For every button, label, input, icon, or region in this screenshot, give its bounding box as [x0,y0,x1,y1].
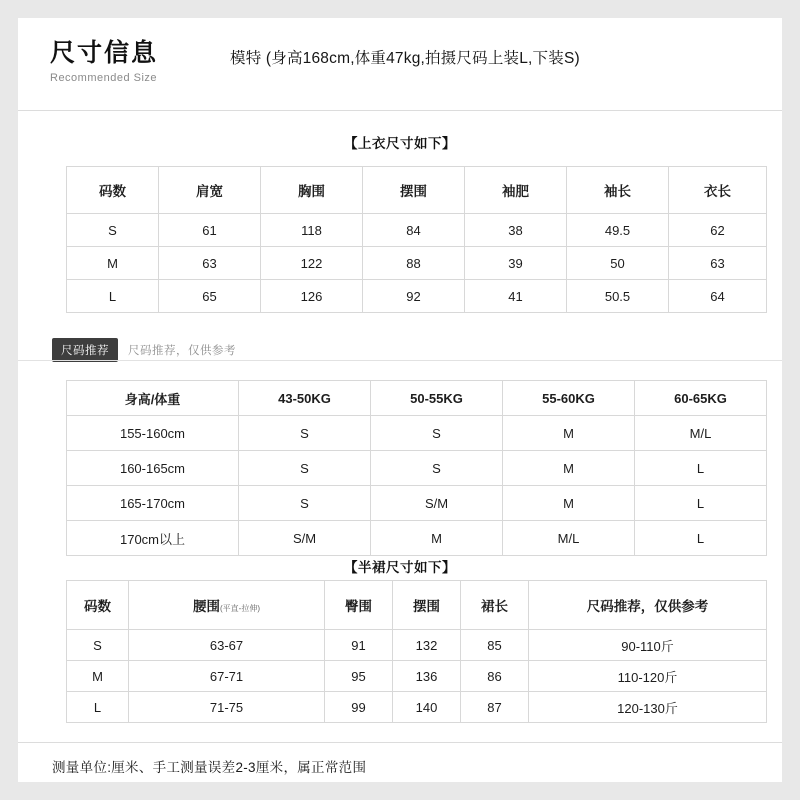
cell: 50 [567,247,669,280]
cell: 61 [159,214,261,247]
skirt-size-table [66,580,767,723]
cell: 41 [465,280,567,313]
table-row [67,521,767,556]
column-header: 55-60KG [503,381,635,416]
cell: 120-130斤 [529,692,767,723]
page-title: 尺寸信息 [50,39,159,67]
column-header: 摆围 [393,581,461,630]
cell: L [635,451,767,486]
cell: 50.5 [567,280,669,313]
top-size-table [66,166,767,313]
cell: 87 [461,692,529,723]
cell: 71-75 [129,692,325,723]
size-recommend-text: 尺码推荐，仅供参考 [128,345,236,357]
column-header: 裙长 [461,581,529,630]
cell: M [371,521,503,556]
cell: S [239,451,371,486]
cell: S [67,630,129,661]
cell: 126 [261,280,363,313]
cell: 65 [159,280,261,313]
cell: 170cm以上 [67,521,239,556]
cell: 140 [393,692,461,723]
cell: M [503,451,635,486]
cell: 122 [261,247,363,280]
cell: S [371,451,503,486]
cell: 110-120斤 [529,661,767,692]
table-row [67,692,767,723]
cell: S [67,214,159,247]
column-header: 码数 [67,581,129,630]
table-row [67,247,767,280]
column-header: 摆围 [363,167,465,214]
cell: 160-165cm [67,451,239,486]
column-header-subnote: (平直-拉伸) [220,604,260,613]
top-table-caption: 【上衣尺寸如下】 [344,136,456,151]
table-row [67,661,767,692]
cell: 86 [461,661,529,692]
column-header: 60-65KG [635,381,767,416]
table-header-row [67,581,767,630]
column-header-label: 腰围 [193,599,220,614]
cell: M/L [503,521,635,556]
cell: S [371,416,503,451]
bottom-table-caption: 【半裙尺寸如下】 [344,560,456,575]
cell: 88 [363,247,465,280]
table-row [67,416,767,451]
cell: L [635,486,767,521]
cell: 165-170cm [67,486,239,521]
column-header: 臀围 [325,581,393,630]
cell: M [67,247,159,280]
divider-recommend [18,360,782,361]
cell: 155-160cm [67,416,239,451]
cell: S [239,416,371,451]
divider-top [18,110,782,111]
column-header: 码数 [67,167,159,214]
column-header-waist [129,581,325,630]
cell: S [239,486,371,521]
title-block [50,38,158,84]
table-row [67,451,767,486]
cell: 49.5 [567,214,669,247]
column-header: 袖肥 [465,167,567,214]
page-subtitle: Recommended Size [50,72,158,84]
height-weight-table [66,380,767,556]
table-row [67,280,767,313]
cell: M [67,661,129,692]
cell: 118 [261,214,363,247]
table-row [67,630,767,661]
column-header: 袖长 [567,167,669,214]
column-header: 身高/体重 [67,381,239,416]
size-chart-page [18,18,782,782]
page-header [18,18,782,92]
cell: 99 [325,692,393,723]
cell: L [67,280,159,313]
cell: L [635,521,767,556]
column-header: 尺码推荐，仅供参考 [529,581,767,630]
cell: 62 [669,214,767,247]
cell: 85 [461,630,529,661]
cell: 64 [669,280,767,313]
column-header: 胸围 [261,167,363,214]
cell: M [503,486,635,521]
model-note: 模特 (身高168cm,体重47kg,拍摄尺码上装L,下装S) [230,50,580,67]
cell: L [67,692,129,723]
cell: 91 [325,630,393,661]
column-header: 50-55KG [371,381,503,416]
cell: 92 [363,280,465,313]
cell: 63-67 [129,630,325,661]
cell: S/M [371,486,503,521]
cell: 132 [393,630,461,661]
cell: 95 [325,661,393,692]
table-header-row [67,167,767,214]
cell: M/L [635,416,767,451]
cell: 90-110斤 [529,630,767,661]
table-row [67,214,767,247]
cell: 38 [465,214,567,247]
table-row [67,486,767,521]
size-recommend-tag: 尺码推荐 [52,338,118,362]
cell: 63 [669,247,767,280]
column-header: 肩宽 [159,167,261,214]
divider-bottom [18,742,782,743]
measurement-note: 测量单位:厘米、手工测量误差2-3厘米，属正常范围 [52,760,367,775]
cell: 63 [159,247,261,280]
cell: S/M [239,521,371,556]
cell: 136 [393,661,461,692]
cell: 67-71 [129,661,325,692]
size-recommend-bar [52,338,236,362]
column-header: 43-50KG [239,381,371,416]
cell: 39 [465,247,567,280]
table-header-row [67,381,767,416]
cell: 84 [363,214,465,247]
cell: M [503,416,635,451]
column-header: 衣长 [669,167,767,214]
